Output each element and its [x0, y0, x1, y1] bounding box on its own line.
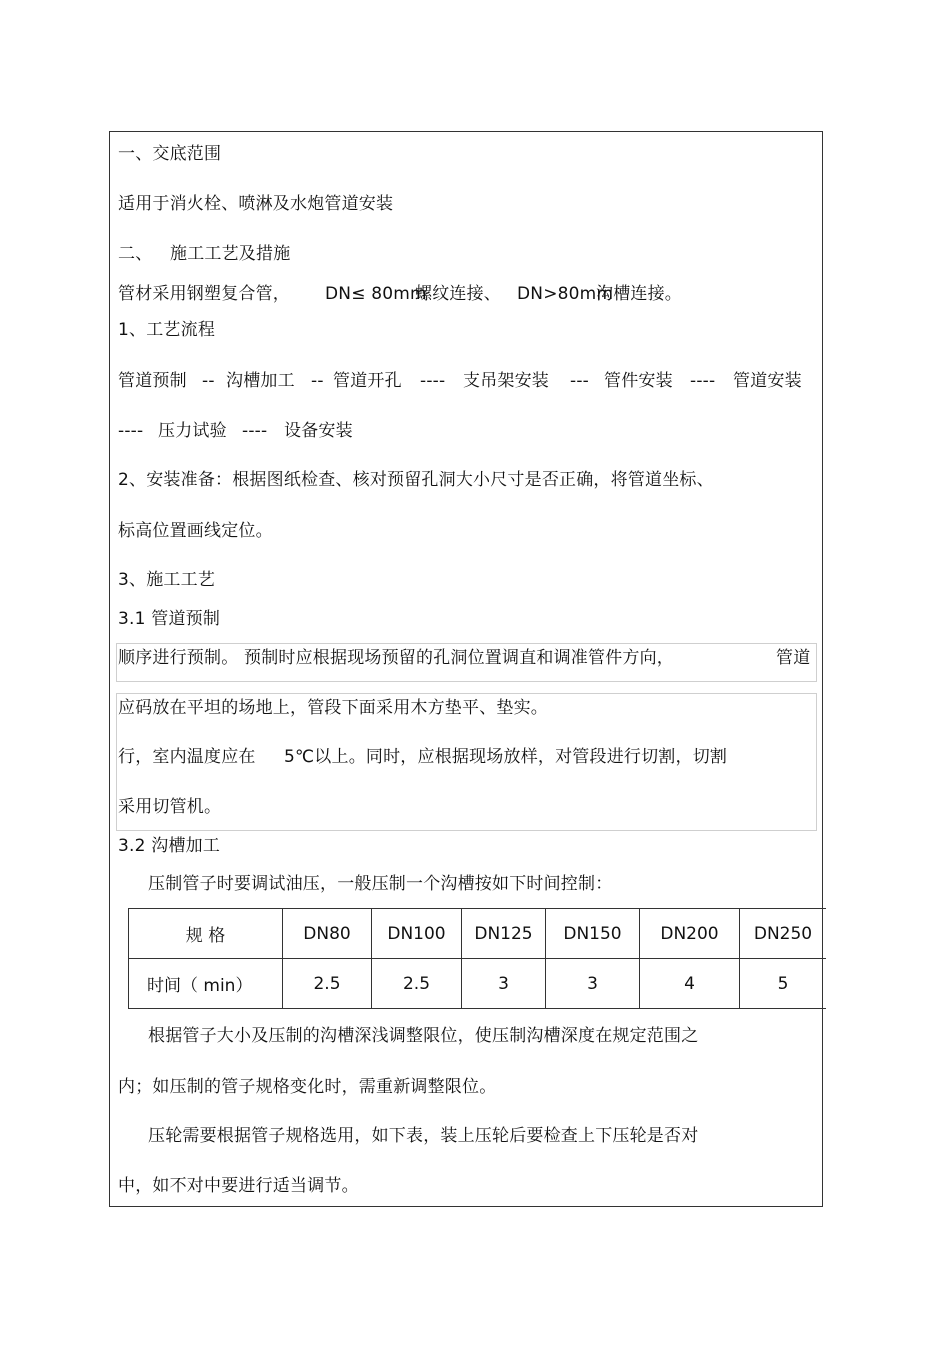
pipe-dn-large: DN>80mm	[517, 284, 614, 304]
flow-separator: ---	[570, 371, 590, 391]
time-cell: 2.5	[283, 959, 372, 1009]
size-cell: DN200	[640, 909, 740, 959]
prep-line-1: 2、安装准备：根据图纸检查、核对预留孔洞大小尺寸是否正确，将管道坐标、	[118, 470, 714, 490]
prefab-para-3-start: 行，室内温度应在	[118, 747, 256, 767]
table-row	[129, 909, 827, 959]
section1-scope: 适用于消火栓、喷淋及水炮管道安装	[118, 194, 394, 214]
subsection-3-2: 3.2 沟槽加工	[118, 836, 221, 856]
time-cell: 4	[640, 959, 740, 1009]
flow-step: 管道预制	[118, 371, 187, 391]
flow-step: 管道安装	[733, 371, 802, 391]
section1-heading: 一、交底范围	[118, 144, 222, 164]
process-heading: 3、施工工艺	[118, 570, 216, 590]
flow-separator: ----	[690, 371, 716, 391]
flow-step: 管件安装	[604, 371, 673, 391]
flow-step: 压力试验	[158, 421, 227, 441]
flow-step: 设备安装	[284, 421, 353, 441]
prefab-para-4: 采用切管机。	[118, 797, 222, 817]
limit-para-line-2: 内；如压制的管子规格变化时，需重新调整限位。	[118, 1077, 497, 1097]
subsection-3-1: 3.1 管道预制	[118, 609, 221, 629]
flow-separator: ----	[118, 421, 144, 441]
time-cell: 2.5	[372, 959, 462, 1009]
flow-separator: --	[311, 371, 324, 391]
groove-intro: 压制管子时要调试油压，一般压制一个沟槽按如下时间控制：	[148, 874, 613, 894]
table-row	[129, 959, 827, 1009]
flow-step: 支吊架安装	[463, 371, 549, 391]
size-cell: DN250	[740, 909, 827, 959]
pipe-thread: 螺纹连接、	[415, 284, 501, 304]
roller-para-line-2: 中，如不对中要进行适当调节。	[118, 1176, 359, 1196]
time-cell: 5	[740, 959, 827, 1009]
time-cell: 3	[462, 959, 546, 1009]
roller-para-line-1: 压轮需要根据管子规格选用，如下表，装上压轮后要检查上下压轮是否对	[148, 1126, 699, 1146]
row-header-time: 时间（ min）	[129, 959, 283, 1009]
flow-separator: ----	[420, 371, 446, 391]
flow-step: 管道开孔	[333, 371, 402, 391]
pipe-dn-small: DN≤ 80mm	[325, 284, 427, 304]
size-cell: DN125	[462, 909, 546, 959]
time-cell: 3	[546, 959, 640, 1009]
flow-step: 沟槽加工	[226, 371, 295, 391]
size-cell: DN150	[546, 909, 640, 959]
size-cell: DN80	[283, 909, 372, 959]
groove-time-table	[128, 908, 826, 1009]
pipe-groove: 沟槽连接。	[596, 284, 682, 304]
section2-heading-text: 施工工艺及措施	[170, 244, 291, 264]
flow-heading: 1、工艺流程	[118, 320, 216, 340]
prep-line-2: 标高位置画线定位。	[118, 521, 273, 541]
prefab-para-1: 顺序进行预制。 预制时应根据现场预留的孔洞位置调直和调准管件方向，	[118, 648, 675, 668]
prefab-para-3-end: 5℃以上。同时，应根据现场放样，对管段进行切割，切割	[284, 747, 728, 767]
size-cell: DN100	[372, 909, 462, 959]
prefab-para-2: 应码放在平坦的场地上，管段下面采用木方垫平、垫实。	[118, 698, 548, 718]
pipe-intro: 管材采用钢塑复合管，	[118, 284, 290, 304]
flow-separator: ----	[242, 421, 268, 441]
prefab-para-1-end: 管道	[776, 648, 811, 668]
section2-heading-num: 二、	[118, 244, 153, 264]
row-header-spec: 规 格	[129, 909, 283, 959]
flow-separator: --	[202, 371, 215, 391]
limit-para-line-1: 根据管子大小及压制的沟槽深浅调整限位，使压制沟槽深度在规定范围之	[148, 1026, 699, 1046]
